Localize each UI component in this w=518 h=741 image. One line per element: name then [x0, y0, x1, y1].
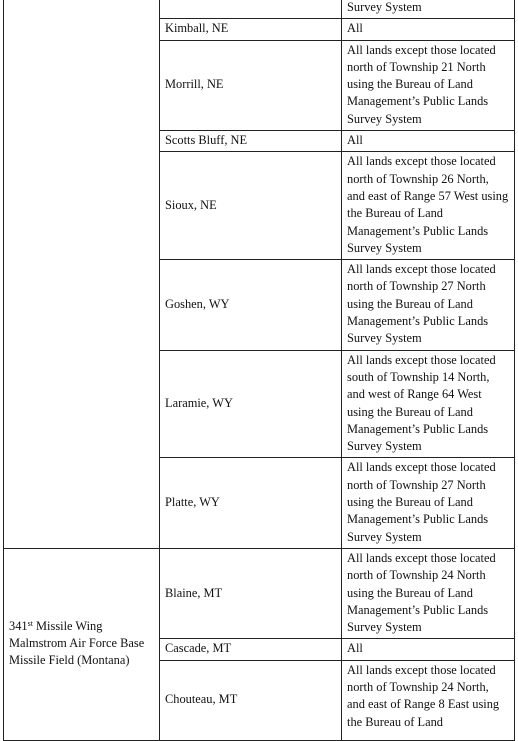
- lands-cell: All lands except those located south of Township 14 North, and west of Range 64 West using the Bureau of Land Management’s Public Lands Survey System: [342, 350, 515, 458]
- county-cell: Goshen, WY: [160, 260, 342, 350]
- county-cell: Scotts Bluff, NE: [160, 131, 342, 152]
- lands-table: [3, 0, 515, 741]
- lands-cell: Survey System: [342, 0, 515, 19]
- lands-cell: All lands except those located north of Township 21 North using the Bureau of Land Management’s Public Lands Survey System: [342, 40, 515, 130]
- county-cell: Chouteau, MT: [160, 660, 342, 740]
- lands-cell: All lands except those located north of Township 27 North using the Bureau of Land Management’s Public Lands Survey System: [342, 458, 515, 548]
- lands-cell: All: [342, 131, 515, 152]
- wing-ordinal-number: 341: [9, 618, 28, 633]
- wing-cell-341st: [4, 548, 160, 740]
- wing-base-name: Malmstrom Air Force Base: [9, 636, 145, 651]
- wing-cell-previous: [4, 0, 160, 548]
- wing-name-rest: Missile Wing: [32, 618, 103, 633]
- county-cell: Platte, WY: [160, 458, 342, 548]
- wing-name: [9, 618, 154, 635]
- lands-cell: All lands except those located north of Township 27 North using the Bureau of Land Management’s Public Lands Survey System: [342, 260, 515, 350]
- county-cell: Laramie, WY: [160, 350, 342, 458]
- lands-cell: All lands except those located north of Township 26 North, and east of Range 57 West using the Bureau of Land Management’s Public Lands Survey System: [342, 152, 515, 260]
- lands-cell: All: [342, 19, 515, 40]
- county-cell: [160, 0, 342, 19]
- county-cell: Cascade, MT: [160, 639, 342, 660]
- county-cell: Kimball, NE: [160, 19, 342, 40]
- wing-ordinal-suffix: st: [27, 618, 33, 628]
- county-cell: Blaine, MT: [160, 548, 342, 638]
- lands-cell: All lands except those located north of Township 24 North using the Bureau of Land Management’s Public Lands Survey System: [342, 548, 515, 638]
- lands-cell: All lands except those located north of Township 24 North, and east of Range 8 East using the Bureau of Land: [342, 660, 515, 740]
- county-cell: Sioux, NE: [160, 152, 342, 260]
- table-row: [4, 548, 515, 638]
- county-cell: Morrill, NE: [160, 40, 342, 130]
- wing-field-name: Missile Field (Montana): [9, 653, 130, 668]
- lands-cell: All: [342, 639, 515, 660]
- table-row: [4, 0, 515, 19]
